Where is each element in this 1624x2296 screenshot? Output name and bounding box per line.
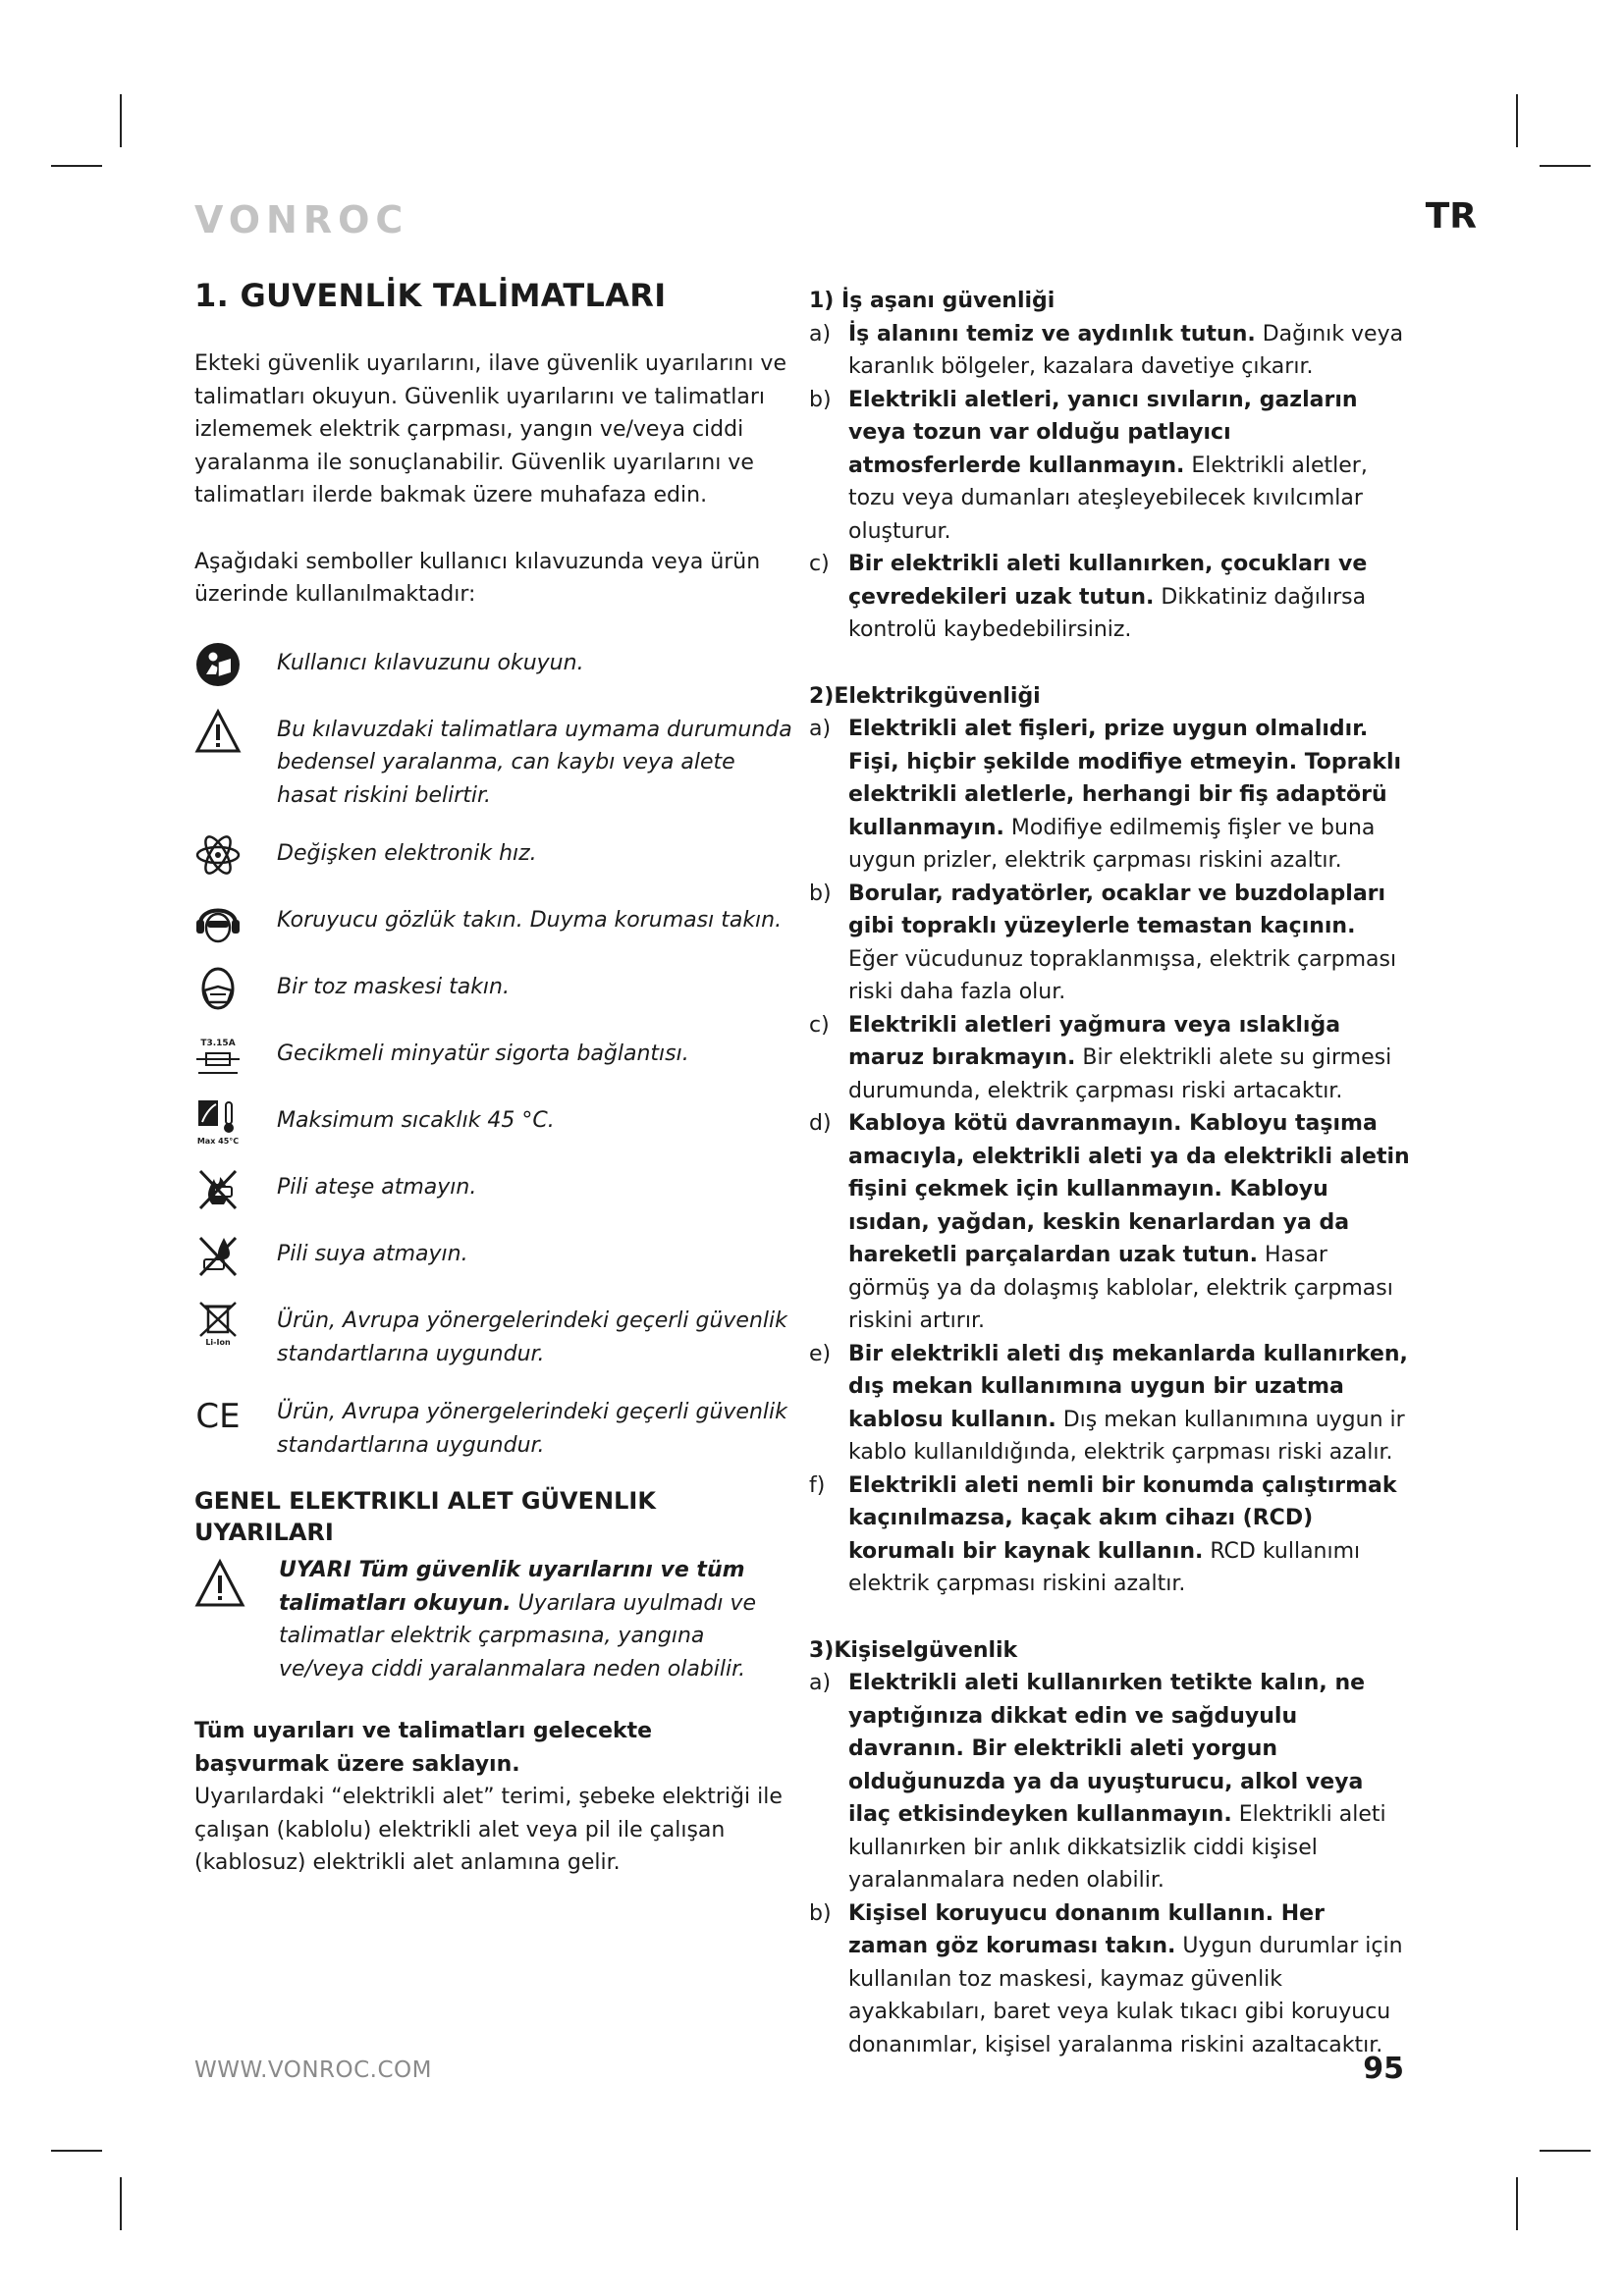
symbol-row	[194, 1299, 793, 1370]
dust-mask-icon	[194, 965, 242, 1012]
keep-instructions-text: Uyarılardaki “elektrikli alet” terimi, şebeke elektriği ile çalışan (kablolu) elektrikli alet veya pil ile çalışan (kablosuz) elektrikli alet anlamına gelir.	[194, 1785, 783, 1875]
no-fire-battery-icon	[194, 1165, 242, 1212]
item-bold: Borular, radyatörler, ocaklar ve buzdolapları gibi topraklı yüzeylerle temastan kaçının.	[848, 881, 1386, 938]
right-column	[809, 285, 1410, 2061]
crop-mark	[51, 165, 102, 167]
crop-mark	[1516, 94, 1518, 147]
crop-mark	[1516, 2177, 1518, 2230]
item-label: b)	[809, 881, 832, 906]
list-item	[809, 1009, 1410, 1108]
electronic-speed-icon	[194, 831, 242, 879]
item-text: Bir elektrikli alete su girmesi durumunda, elektrik çarpması riski artacaktır.	[848, 1045, 1392, 1103]
list-item	[809, 548, 1410, 647]
symbol-row	[194, 1098, 793, 1146]
list-item	[809, 1897, 1410, 2062]
symbol-text: Pili ateşe atmayın.	[277, 1175, 477, 1200]
item-label: e)	[809, 1341, 832, 1366]
ce-mark-icon	[194, 1390, 242, 1437]
symbol-text: Değişken elektronik hız.	[277, 841, 537, 866]
list-item	[809, 878, 1410, 1009]
item-bold: Bir elektrikli aleti dış mekanlarda kullanırken, dış mekan kullanımına uygun bir uzatma kablosu kullanın.	[848, 1341, 1408, 1432]
item-bold: Elektrikli aletleri yağmura veya ıslaklığa maruz bırakmayın.	[848, 1012, 1341, 1070]
item-text: Dış mekan kullanımına uygun ir kablo kullanıldığında, elektrik çarpması riski azalır.	[848, 1407, 1405, 1465]
symbols-intro: Aşağıdaki semboller kullanıcı kılavuzunda veya ürün üzerinde kullanılmaktadır:	[194, 549, 761, 607]
item-bold: İş alanını temiz ve aydınlık tutun.	[848, 321, 1256, 347]
symbol-row	[194, 1032, 793, 1079]
section-title: 3)Kişiselgüvenlik	[809, 1637, 1018, 1663]
read-manual-icon	[194, 641, 242, 688]
list-item	[809, 1338, 1410, 1469]
item-text: Dikkatiniz dağılırsa kontrolü kaybedebilirsiniz.	[848, 584, 1367, 642]
symbol-text: Bir toz maskesi takın.	[277, 975, 510, 999]
general-warnings-title: GENEL ELEKTRIKLI ALET GÜVENLIK UYARILARI	[194, 1487, 656, 1546]
symbol-row	[194, 1390, 793, 1462]
item-text: Uygun durumlar için kullanılan toz maskesi, kaymaz güvenlik ayakkabıları, baret veya kulak tıkacı gibi koruyucu donanımlar, kişisel yaralanma riskini azaltacaktır.	[848, 1934, 1403, 2057]
language-code: TR	[1425, 196, 1477, 237]
fuse-icon	[194, 1032, 242, 1079]
item-label: d)	[809, 1111, 832, 1136]
fuse-label: T3.15A	[200, 1039, 236, 1048]
item-text: RCD kullanımı elektrik çarpması riskini azaltır.	[848, 1538, 1361, 1596]
item-text: Elektrikli aletler, tozu veya dumanları ateşleyebilecek kıvılcımlar oluşturur.	[848, 453, 1368, 544]
item-bold: Elektrikli aletleri, yanıcı sıvıların, gazların veya tozun var olduğu patlayıcı atmosferlerde kullanmayın.	[848, 387, 1358, 478]
item-bold: Bir elektrikli aleti kullanırken, çocukları ve çevredekileri uzak tutun.	[848, 552, 1368, 610]
crop-mark	[51, 2150, 102, 2152]
item-label: b)	[809, 1900, 832, 1926]
max-temp-label: Max 45°C	[196, 1137, 240, 1146]
item-text: Elektrikli aleti kullanırken bir anlık dikkatsizlik ciddi kişisel yaralanmalara neden olabilir.	[848, 1802, 1386, 1893]
symbol-text: Maksimum sıcaklık 45 °C.	[277, 1108, 555, 1133]
crop-mark	[120, 2177, 122, 2230]
crop-mark	[1540, 165, 1591, 167]
list-item	[809, 1667, 1410, 1897]
warning-block	[194, 1554, 793, 1685]
weee-bin-icon	[194, 1299, 242, 1346]
warning-triangle-icon	[194, 708, 242, 755]
item-bold: Kişisel koruyucu donanım kullanın. Her zaman göz koruması takın.	[848, 1900, 1325, 1958]
crop-mark	[1540, 2150, 1591, 2152]
item-text: Dağınık veya karanlık bölgeler, kazalara davetiye çıkarır.	[848, 321, 1404, 379]
item-bold: Elektrikli aleti nemli bir konumda çalıştırmak kaçınılmazsa, kaçak akım cihazı (RCD) korumalı bir kaynak kullanın.	[848, 1472, 1397, 1564]
warning-bold: UYARI Tüm güvenlik uyarılarını ve tüm talimatları okuyun.	[279, 1558, 745, 1616]
ce-label: CE	[195, 1397, 241, 1436]
item-bold: Kabloya kötü davranmayın. Kabloyu taşıma amacıyla, elektrikli aleti ya da elektrikli aletin fişini çekmek için kullanmayın. Kabloyu ısıdan, yağdan, keskin kenarlardan ya da hareketli parçalardan uzak tutun.	[848, 1111, 1410, 1267]
item-text: Modifiye edilmemiş fişler ve buna uygun prizler, elektrik çarpması riskini azaltır.	[848, 815, 1376, 873]
item-label: b)	[809, 387, 832, 412]
list-item	[809, 1469, 1410, 1601]
keep-instructions-heading: Tüm uyarıları ve talimatları gelecekte başvurmak üzere saklayın.	[194, 1719, 653, 1777]
symbol-row	[194, 708, 793, 813]
brand-logo: VONROC	[194, 198, 409, 241]
left-column	[194, 277, 793, 1880]
item-label: f)	[809, 1472, 826, 1498]
section-title: 2)Elektrikgüvenliği	[809, 683, 1041, 709]
symbol-row	[194, 641, 793, 688]
symbol-row	[194, 831, 793, 879]
item-bold: Elektrikli aleti kullanırken tetikte kalın, ne yaptığınıza dikkat edin ve sağduyulu davranın. Bir elektrikli aleti yorgun olduğunuzda ya da uyuşturucu, alkol veya ilaç etkisindeyken kullanmayın.	[848, 1671, 1366, 1827]
page-number: 95	[1363, 2052, 1404, 2086]
warning-rest: Uyarılara uyulmadı ve talimatlar elektrik çarpmasına, yangına ve/veya ciddi yaralanmalara neden olabilir.	[279, 1590, 757, 1682]
symbol-text: Koruyucu gözlük takın. Duyma koruması takın.	[277, 908, 783, 933]
symbol-text: Ürün, Avrupa yönergelerindeki geçerli güvenlik standartlarına uygundur.	[277, 1400, 787, 1458]
item-label: a)	[809, 717, 832, 741]
list-item	[809, 318, 1410, 384]
goggles-ear-protection-icon	[194, 898, 242, 945]
list-item	[809, 384, 1410, 549]
symbol-text: Gecikmeli minyatür sigorta bağlantısı.	[277, 1041, 689, 1066]
symbol-row	[194, 1165, 793, 1212]
symbol-text: Pili suya atmayın.	[277, 1242, 468, 1266]
item-text: Hasar görmüş ya da dolaşmış kablolar, elektrik çarpması riskini artırır.	[848, 1243, 1393, 1333]
symbol-text: Bu kılavuzdaki talimatlara uymama durumunda bedensel yaralanma, can kaybı veya alete hasat riskini belirtir.	[277, 717, 792, 808]
section-title: 1) İş aşanı güvenliği	[809, 289, 1056, 313]
max-temperature-icon	[194, 1098, 242, 1146]
item-label: a)	[809, 1671, 832, 1695]
li-ion-label: Li-Ion	[205, 1338, 231, 1346]
footer-url[interactable]: WWW.VONROC.COM	[194, 2057, 432, 2083]
intro-paragraph: Ekteki güvenlik uyarılarını, ilave güvenlik uyarılarını ve talimatları okuyun. Güvenlik uyarılarını ve talimatları izlememek elektrik çarpması, yangın ve/veya ciddi yaralanma ile sonuçlanabilir. Güvenlik uyarılarını ve talimatları ilerde bakmak üzere muhafaza edin.	[194, 351, 786, 507]
crop-mark	[120, 94, 122, 147]
item-text: Eğer vücudunuz topraklanmışsa, elektrik çarpması riski daha fazla olur.	[848, 946, 1397, 1004]
item-bold: Elektrikli alet fişleri, prize uygun olmalıdır. Fişi, hiçbir şekilde modifiye etmeyin. Topraklı elektrikli aletlerle, herhangi bir fiş adaptörü kullanmayın.	[848, 717, 1402, 840]
item-label: c)	[809, 552, 830, 576]
symbol-text: Kullanıcı kılavuzunu okuyun.	[277, 650, 584, 675]
warning-triangle-icon	[194, 1558, 245, 1609]
symbol-text: Ürün, Avrupa yönergelerindeki geçerli güvenlik standartlarına uygundur.	[277, 1308, 787, 1366]
symbol-row	[194, 965, 793, 1012]
item-label: c)	[809, 1012, 830, 1038]
list-item	[809, 1107, 1410, 1338]
item-label: a)	[809, 321, 832, 347]
symbol-row	[194, 1232, 793, 1279]
no-water-battery-icon	[194, 1232, 242, 1279]
page-title: 1. GUVENLİK TALİMATLARI	[194, 277, 667, 314]
list-item	[809, 713, 1410, 878]
symbol-row	[194, 898, 793, 945]
warning-text	[279, 1554, 793, 1685]
